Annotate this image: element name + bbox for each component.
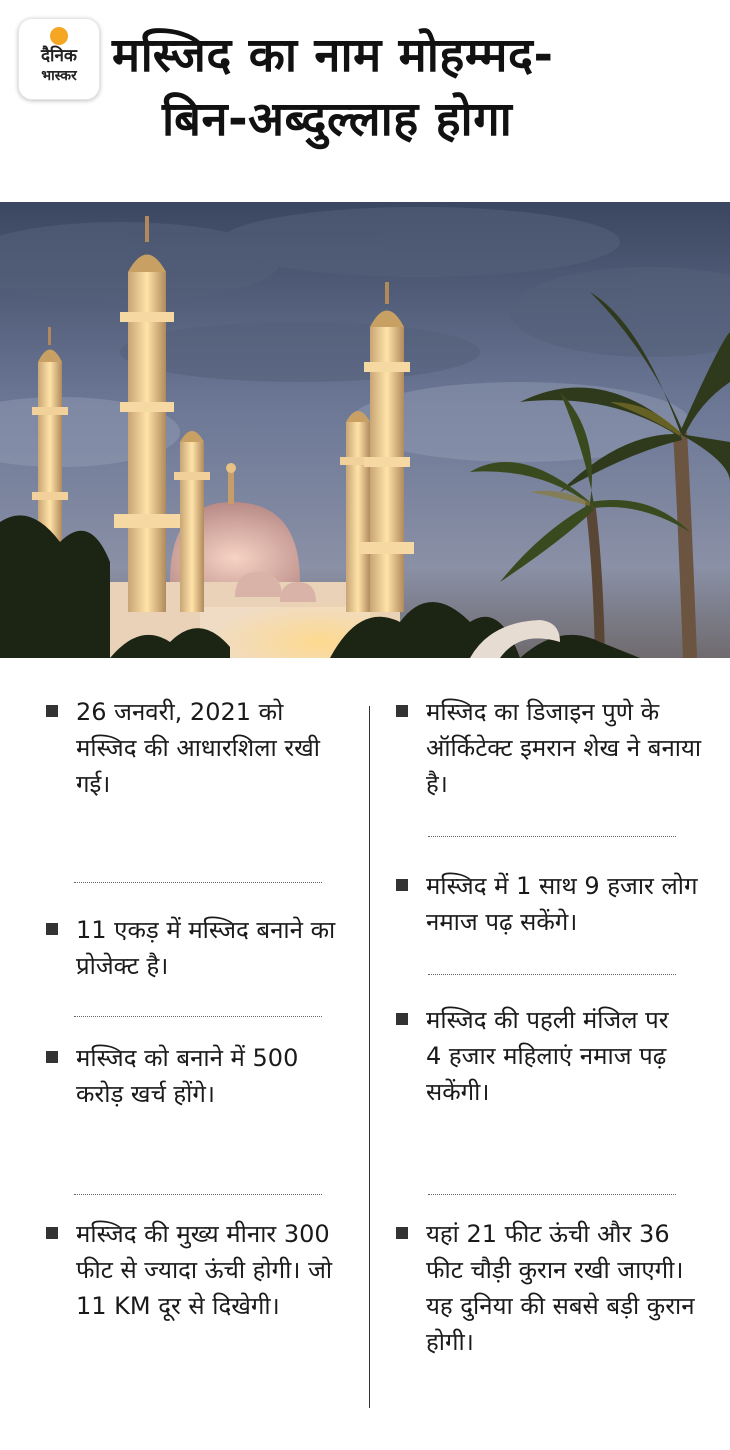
page-title	[112, 24, 722, 152]
list-item	[46, 1216, 346, 1324]
list-item	[46, 694, 346, 802]
list-item	[396, 1002, 686, 1110]
divider	[74, 1016, 322, 1017]
list-item-text: मस्जिद की मुख्य मीनार 300 फीट से ज्यादा ऊंची होगी। जो 11 KM दूर से दिखेगी।	[76, 1220, 333, 1320]
dainik-bhaskar-logo	[18, 18, 100, 100]
divider	[74, 882, 322, 883]
title-line2: बिन-अब्दुल्लाह होगा	[162, 92, 513, 147]
logo-text-line2: भास्कर	[41, 68, 77, 84]
list-item-text: मस्जिद को बनाने में 500 करोड़ खर्च होंगे।	[76, 1044, 299, 1108]
list-item	[396, 1216, 706, 1360]
list-item	[46, 912, 346, 984]
bullet-icon	[396, 705, 408, 717]
divider	[428, 836, 676, 837]
list-item-text: मस्जिद में 1 साथ 9 हजार लोग नमाज पढ़ सकेंगे।	[426, 872, 698, 936]
divider	[428, 1194, 676, 1195]
list-item-text: मस्जिद की पहली मंजिल पर 4 हजार महिलाएं नमाज पढ़ सकेंगी।	[426, 1006, 669, 1106]
sun-icon	[50, 27, 68, 45]
bullet-icon	[46, 1227, 58, 1239]
divider	[74, 1194, 322, 1195]
column-divider	[369, 706, 370, 1408]
bullet-icon	[396, 879, 408, 891]
bullet-icon	[396, 1013, 408, 1025]
bullet-icon	[46, 705, 58, 717]
list-item	[396, 868, 706, 940]
divider	[428, 974, 676, 975]
bullet-icon	[46, 1051, 58, 1063]
header	[0, 0, 730, 200]
list-item	[46, 1040, 336, 1112]
list-item-text: 11 एकड़ में मस्जिद बनाने का प्रोजेक्ट है।	[76, 916, 336, 980]
mosque-illustration	[0, 202, 730, 658]
title-line1: मस्जिद का नाम मोहम्मद-	[112, 28, 554, 83]
facts-section	[0, 658, 730, 1450]
list-item-text: मस्जिद का डिजाइन पुणे के ऑर्किटेक्ट इमरान शेख ने बनाया है।	[426, 698, 702, 798]
bullet-icon	[396, 1227, 408, 1239]
list-item-text: यहां 21 फीट ऊंची और 36 फीट चौड़ी कुरान रखी जाएगी। यह दुनिया की सबसे बड़ी कुरान होगी।	[426, 1220, 695, 1356]
list-item-text: 26 जनवरी, 2021 को मस्जिद की आधारशिला रखी गई।	[76, 698, 320, 798]
list-item	[396, 694, 706, 802]
logo-text-line1: दैनिक	[41, 46, 77, 66]
bullet-icon	[46, 923, 58, 935]
